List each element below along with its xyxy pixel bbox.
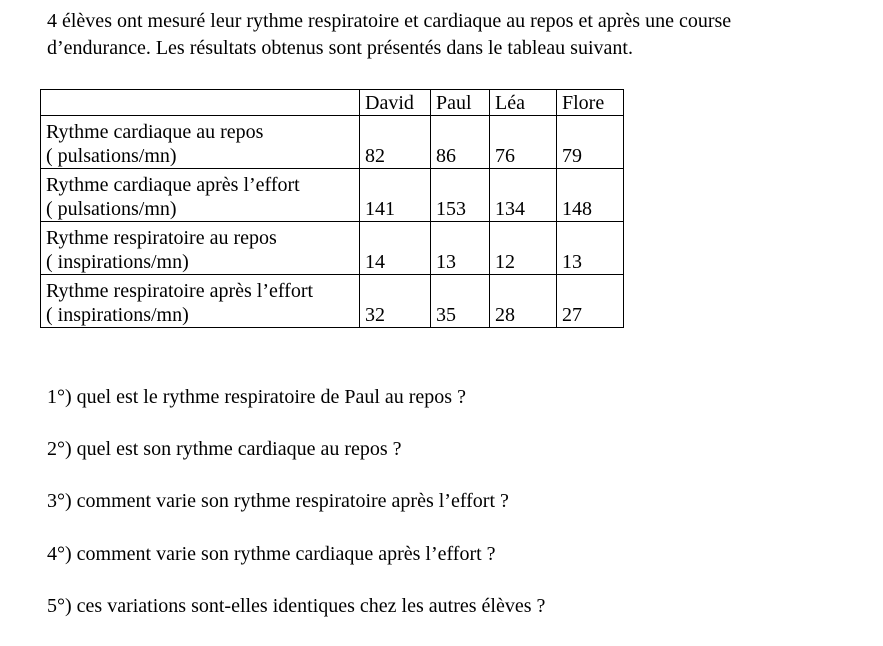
column-header: Léa bbox=[490, 90, 557, 116]
table-row bbox=[41, 275, 624, 328]
table-cell: 28 bbox=[490, 275, 557, 328]
row-label bbox=[41, 275, 360, 328]
column-header: Paul bbox=[431, 90, 490, 116]
table-cell: 13 bbox=[557, 222, 624, 275]
intro-paragraph bbox=[47, 8, 867, 62]
row-label-unit: ( inspirations/mn) bbox=[46, 251, 189, 273]
table-row bbox=[41, 116, 624, 169]
intro-line-1: 4 élèves ont mesuré leur rythme respiratoire et cardiaque au repos et après une course bbox=[47, 10, 732, 32]
table-cell: 148 bbox=[557, 169, 624, 222]
table-row bbox=[41, 169, 624, 222]
row-label-unit: ( inspirations/mn) bbox=[46, 304, 189, 326]
row-label bbox=[41, 169, 360, 222]
table-cell: 14 bbox=[360, 222, 431, 275]
row-label-line: Rythme respiratoire après l’effort bbox=[46, 280, 314, 302]
table-row bbox=[41, 222, 624, 275]
question-item: 2°) quel est son rythme cardiaque au repos ? bbox=[47, 438, 402, 461]
table-cell: 134 bbox=[490, 169, 557, 222]
results-table bbox=[40, 89, 624, 328]
column-header: Flore bbox=[557, 90, 624, 116]
table-cell: 32 bbox=[360, 275, 431, 328]
intro-line-2: d’endurance. Les résultats obtenus sont présentés dans le tableau suivant. bbox=[47, 37, 633, 59]
question-item: 5°) ces variations sont-elles identiques chez les autres élèves ? bbox=[47, 594, 546, 617]
table-cell: 153 bbox=[431, 169, 490, 222]
row-label bbox=[41, 222, 360, 275]
table-header-row bbox=[41, 90, 624, 116]
table-cell: 76 bbox=[490, 116, 557, 169]
table-cell: 27 bbox=[557, 275, 624, 328]
table-cell: 79 bbox=[557, 116, 624, 169]
row-label-unit: ( pulsations/mn) bbox=[46, 145, 177, 167]
column-header: David bbox=[360, 90, 431, 116]
row-label-line: Rythme cardiaque au repos bbox=[46, 121, 264, 143]
table-cell: 35 bbox=[431, 275, 490, 328]
table-corner-cell bbox=[41, 90, 360, 116]
row-label bbox=[41, 116, 360, 169]
table-cell: 141 bbox=[360, 169, 431, 222]
question-list bbox=[47, 385, 545, 646]
table-cell: 86 bbox=[431, 116, 490, 169]
question-item: 1°) quel est le rythme respiratoire de Paul au repos ? bbox=[47, 386, 466, 408]
question-item: 3°) comment varie son rythme respiratoire après l’effort ? bbox=[47, 490, 509, 513]
question-item: 4°) comment varie son rythme cardiaque après l’effort ? bbox=[47, 542, 496, 565]
table-cell: 82 bbox=[360, 116, 431, 169]
table-cell: 13 bbox=[431, 222, 490, 275]
row-label-unit: ( pulsations/mn) bbox=[46, 198, 177, 220]
table-cell: 12 bbox=[490, 222, 557, 275]
row-label-line: Rythme cardiaque après l’effort bbox=[46, 174, 300, 196]
row-label-line: Rythme respiratoire au repos bbox=[46, 227, 277, 249]
